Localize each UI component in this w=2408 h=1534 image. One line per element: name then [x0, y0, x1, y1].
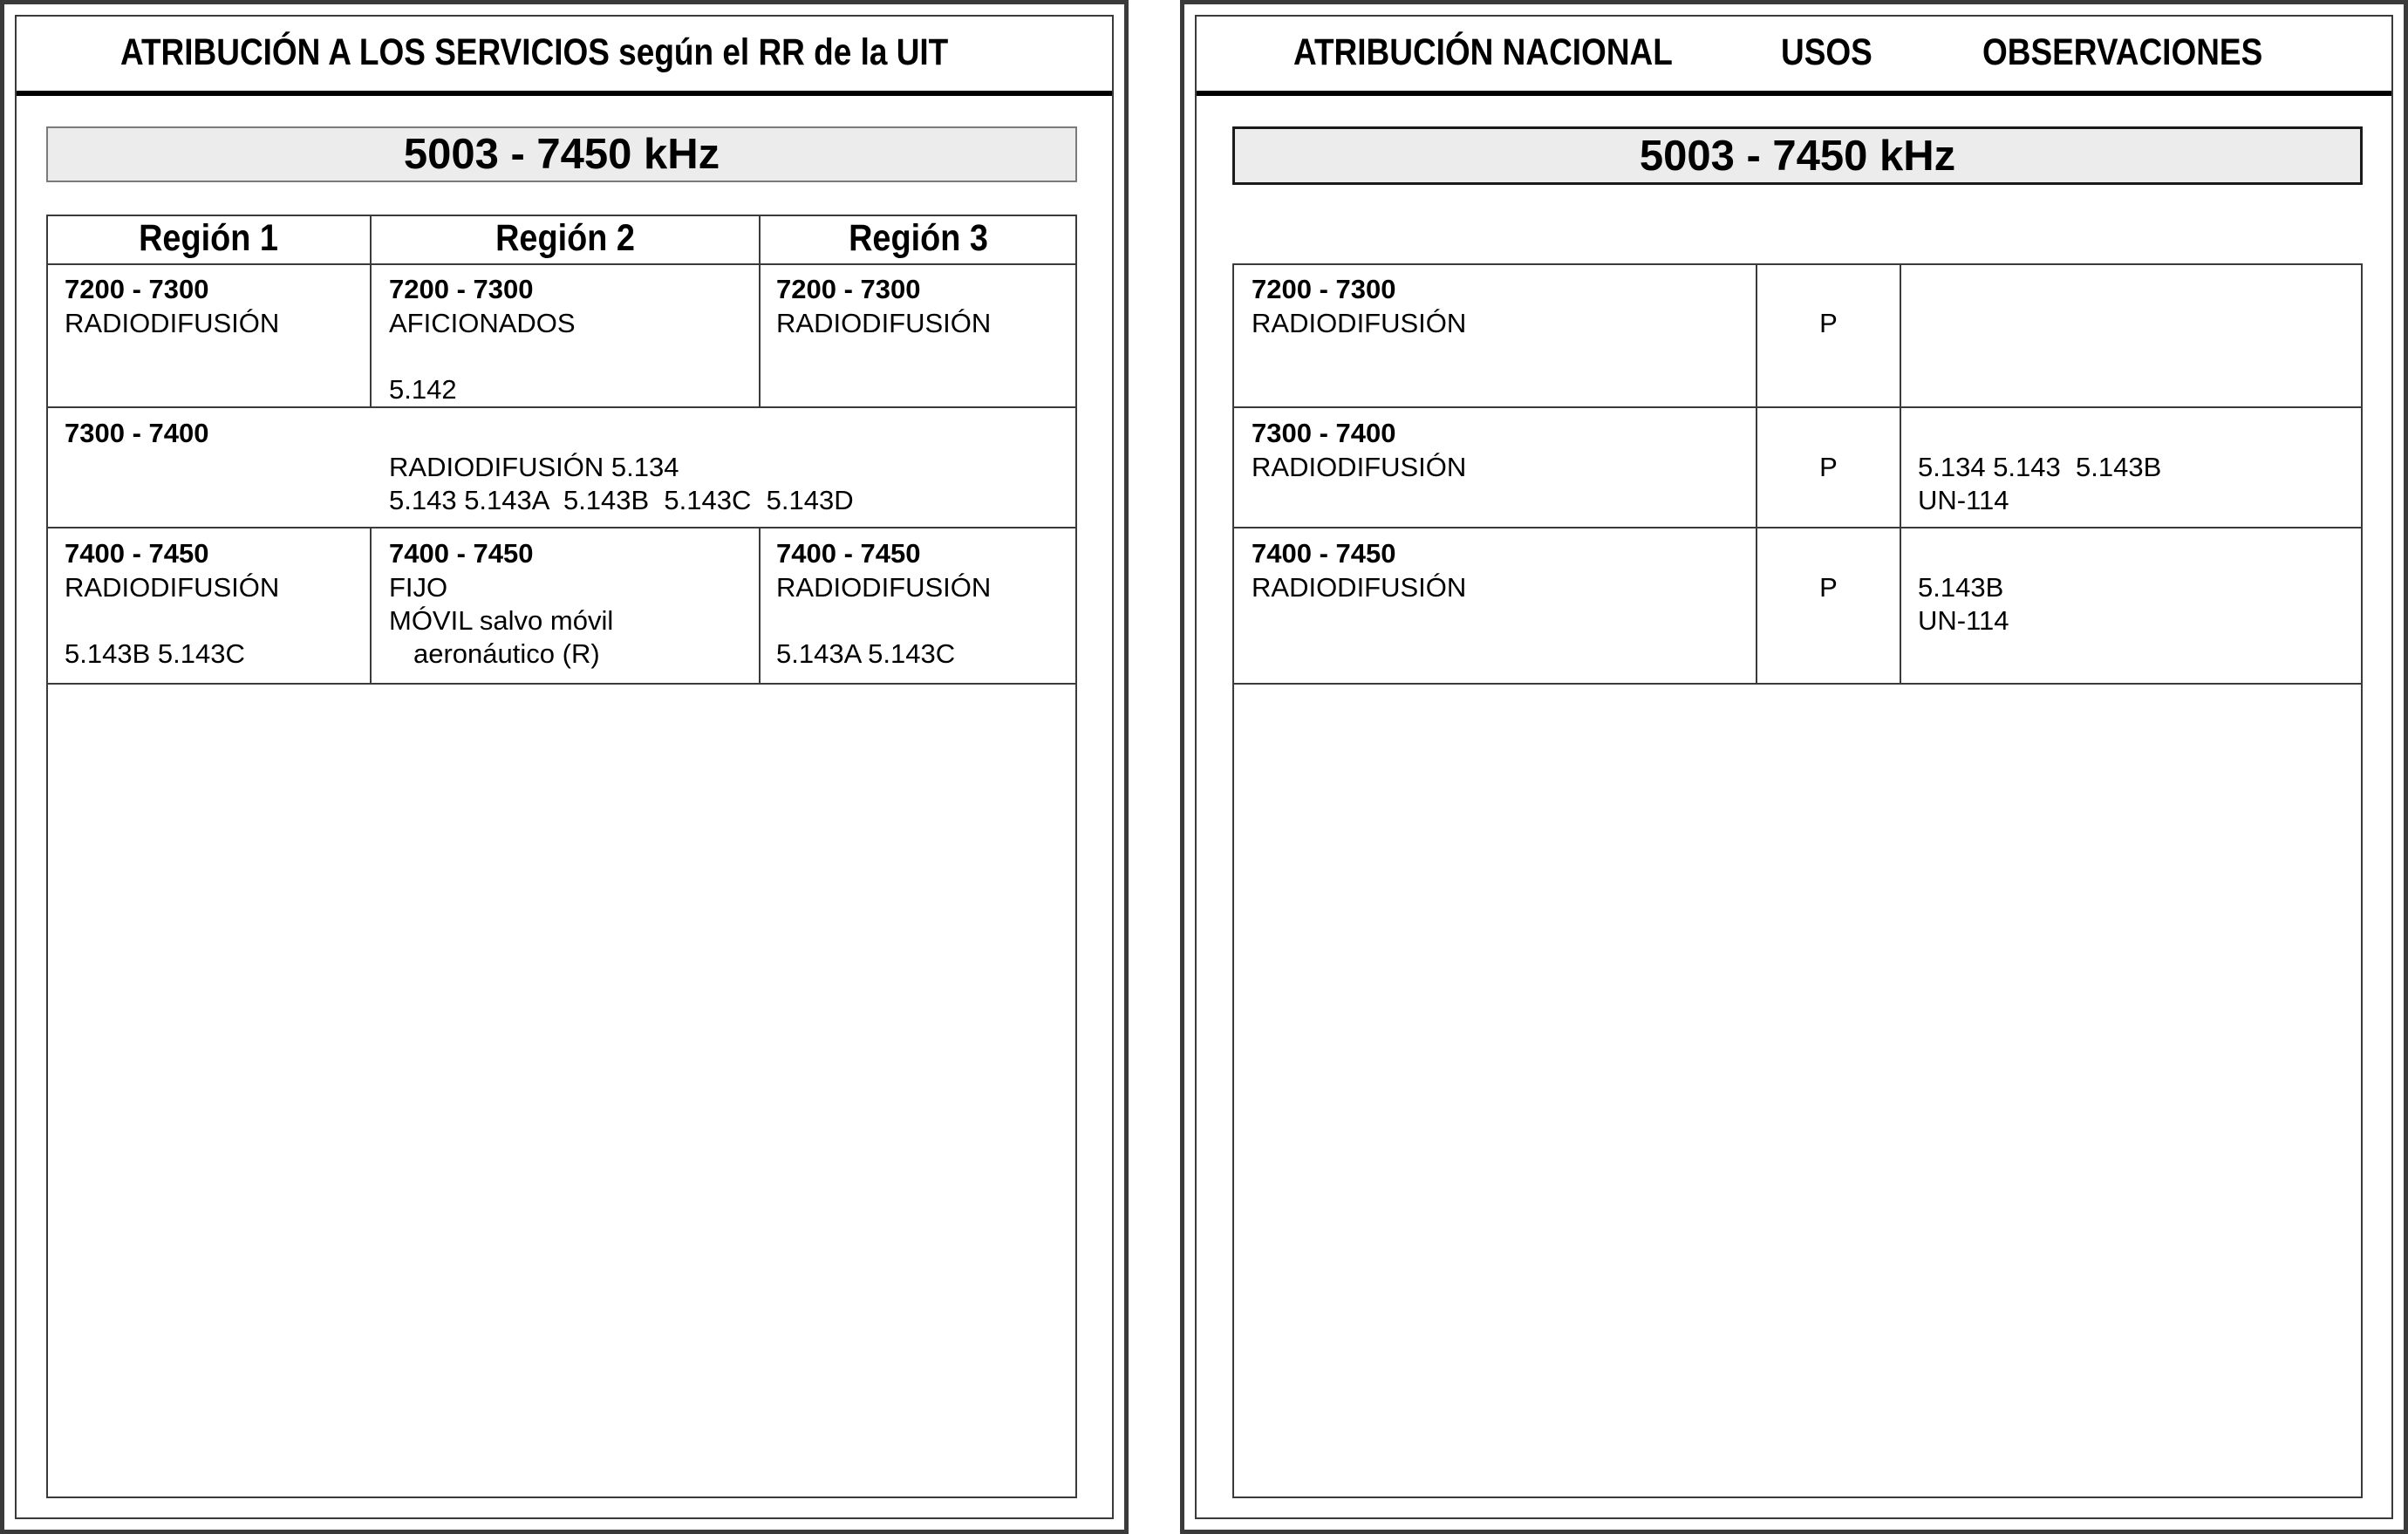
left-band-title — [46, 126, 1077, 182]
left-header-title: ATRIBUCIÓN A LOS SERVICIOS según el RR de la UIT — [120, 31, 949, 73]
r2-row1-service: AFICIONADOS — [389, 308, 576, 338]
left-header-rule — [17, 91, 1112, 96]
nat-row2-service: RADIODIFUSIÓN — [1252, 452, 1467, 482]
header-observaciones: OBSERVACIONES — [1982, 31, 2263, 73]
r1-row1-range: 7200 - 7300 — [65, 274, 209, 304]
r1-row3-service: RADIODIFUSIÓN — [65, 572, 280, 603]
r1-row3-note: 5.143B 5.143C — [65, 638, 245, 669]
right-row-separator-2 — [1232, 527, 2363, 528]
nat-row3-uso: P — [1819, 572, 1838, 603]
r3-row1-service: RADIODIFUSIÓN — [776, 308, 992, 338]
nat-row1-range: 7200 - 7300 — [1252, 274, 1396, 304]
left-row-separator-3 — [46, 683, 1077, 685]
r1-row3-range: 7400 - 7450 — [65, 538, 209, 569]
header-usos: USOS — [1781, 31, 1873, 73]
r2-row3-service-3: aeronáutico (R) — [413, 638, 600, 669]
r3-row3-note: 5.143A 5.143C — [776, 638, 956, 669]
region-3-header: Región 3 — [849, 217, 988, 259]
nat-row3-obs-2: UN-114 — [1918, 605, 2009, 636]
r2-row3-service-1: FIJO — [389, 572, 448, 603]
span-row-range: 7300 - 7400 — [65, 418, 209, 448]
r1-row1-service: RADIODIFUSIÓN — [65, 308, 280, 338]
nat-row3-service: RADIODIFUSIÓN — [1252, 572, 1467, 603]
r3-row3-range: 7400 - 7450 — [776, 538, 921, 569]
nat-row1-uso: P — [1819, 308, 1838, 338]
nat-row2-range: 7300 - 7400 — [1252, 418, 1396, 448]
nat-row3-range: 7400 - 7450 — [1252, 538, 1396, 569]
region-1-header: Región 1 — [139, 217, 278, 259]
span-row-notes: 5.143 5.143A 5.143B 5.143C 5.143D — [389, 485, 854, 515]
nat-row3-obs-1: 5.143B — [1918, 572, 2004, 603]
r2-row1-note: 5.142 — [389, 374, 457, 405]
header-nacional: ATRIBUCIÓN NACIONAL — [1293, 31, 1673, 73]
nat-row2-obs-2: UN-114 — [1918, 485, 2009, 515]
right-col-divider-2 — [1900, 263, 1901, 685]
right-header-rule — [1197, 91, 2391, 96]
region-2-header: Región 2 — [495, 217, 635, 259]
span-row-service: RADIODIFUSIÓN 5.134 — [389, 452, 679, 482]
r3-row1-range: 7200 - 7300 — [776, 274, 921, 304]
right-row-separator-3 — [1232, 683, 2363, 685]
r2-row1-range: 7200 - 7300 — [389, 274, 534, 304]
left-band-label: 5003 - 7450 kHz — [403, 131, 720, 178]
right-table-body — [1232, 263, 2363, 1498]
right-row-separator-1 — [1232, 406, 2363, 408]
r2-row3-range: 7400 - 7450 — [389, 538, 534, 569]
right-band-title — [1232, 126, 2363, 185]
nat-row2-uso: P — [1819, 452, 1838, 482]
r2-row3-service-2: MÓVIL salvo móvil — [389, 605, 614, 636]
nat-row2-obs-1: 5.134 5.143 5.143B — [1918, 452, 2162, 482]
right-band-label: 5003 - 7450 kHz — [1639, 132, 1956, 180]
left-row-separator-2 — [46, 527, 1077, 528]
nat-row1-service: RADIODIFUSIÓN — [1252, 308, 1467, 338]
r3-row3-service: RADIODIFUSIÓN — [776, 572, 992, 603]
